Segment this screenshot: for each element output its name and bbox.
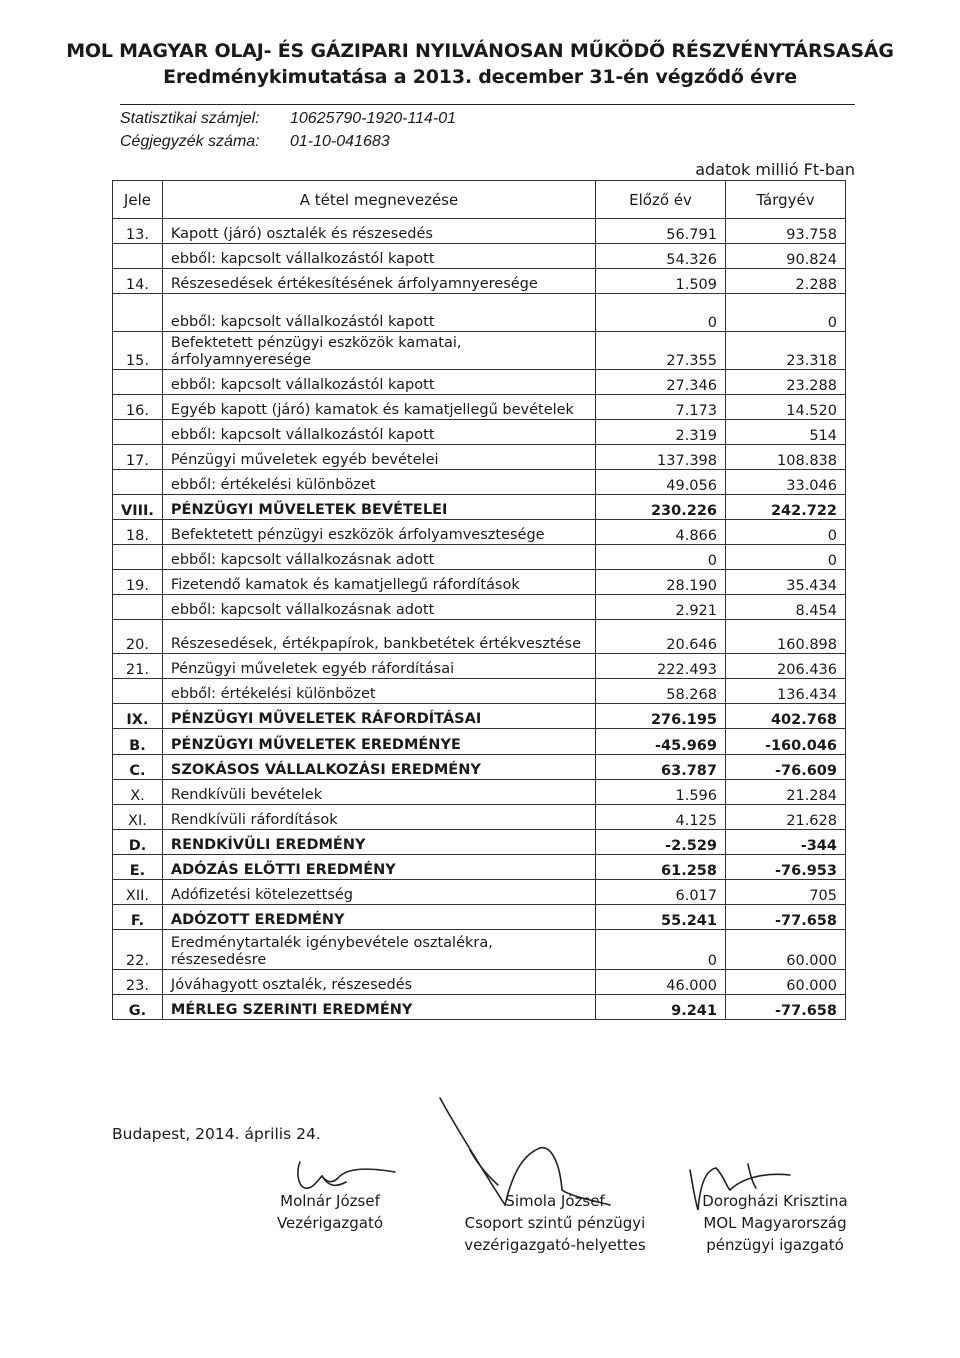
row-code (113, 294, 163, 332)
current-year-value: 514 (726, 420, 846, 445)
row-code: 15. (113, 332, 163, 370)
signature-scrawl-1 (298, 1162, 395, 1188)
prev-year-value: 137.398 (596, 445, 726, 470)
signer-name: Dorogházi Krisztina (702, 1192, 848, 1210)
header-jele: Jele (113, 181, 163, 219)
row-code (113, 244, 163, 269)
row-label: ebből: értékelési különbözet (162, 470, 595, 495)
current-year-value: 60.000 (726, 970, 846, 995)
prev-year-value: 63.787 (596, 755, 726, 780)
row-code: IX. (113, 704, 163, 729)
prev-year-value: 46.000 (596, 970, 726, 995)
signer-title: MOL Magyarország pénzügyi igazgató (703, 1214, 847, 1254)
row-code: 13. (113, 219, 163, 244)
row-code: 21. (113, 654, 163, 679)
row-label: ebből: értékelési különbözet (162, 679, 595, 704)
signature-scrawl-3b (748, 1164, 756, 1188)
table-row (113, 930, 846, 970)
prev-year-value: 54.326 (596, 244, 726, 269)
report-subtitle: Eredménykimutatása a 2013. december 31-én végződő évre (163, 66, 797, 88)
header-name: A tétel megnevezése (162, 181, 595, 219)
table-row (113, 755, 846, 780)
table-row (113, 595, 846, 620)
row-label: ebből: kapcsolt vállalkozástól kapott (162, 294, 595, 332)
signature-scrawl-1b (322, 1176, 346, 1185)
row-label: Jóváhagyott osztalék, részesedés (162, 970, 595, 995)
row-code: 19. (113, 570, 163, 595)
header-divider (120, 104, 855, 105)
prev-year-value: 56.791 (596, 219, 726, 244)
table-row (113, 219, 846, 244)
header-prev-year: Előző év (596, 181, 726, 219)
row-label: PÉNZÜGYI MŰVELETEK BEVÉTELEI (162, 495, 595, 520)
table-row (113, 880, 846, 905)
row-code: D. (113, 830, 163, 855)
prev-year-value: 7.173 (596, 395, 726, 420)
signature-scrawl-2b (470, 1150, 498, 1185)
current-year-value: -76.953 (726, 855, 846, 880)
current-year-value: 60.000 (726, 930, 846, 970)
table-row (113, 855, 846, 880)
row-label: PÉNZÜGYI MŰVELETEK EREDMÉNYE (162, 729, 595, 755)
prev-year-value: 27.346 (596, 370, 726, 395)
prev-year-value: 0 (596, 294, 726, 332)
row-label: SZOKÁSOS VÁLLALKOZÁSI EREDMÉNY (162, 755, 595, 780)
current-year-value: 0 (726, 294, 846, 332)
row-code: 17. (113, 445, 163, 470)
table-header-row (113, 181, 846, 219)
current-year-value: 33.046 (726, 470, 846, 495)
stat-number-value: 10625790-1920-114-01 (290, 110, 457, 127)
table-row (113, 370, 846, 395)
row-code: 18. (113, 520, 163, 545)
table-row (113, 495, 846, 520)
signature-scrawl-2 (440, 1098, 610, 1205)
prev-year-value: 20.646 (596, 620, 726, 654)
current-year-value: 23.318 (726, 332, 846, 370)
company-name: MOL MAGYAR OLAJ- ÉS GÁZIPARI NYILVÁNOSAN MŰKÖDŐ RÉSZVÉNYTÁRSASÁG (66, 40, 894, 62)
signature-block-finance-director (680, 1190, 870, 1256)
current-year-value: -160.046 (726, 729, 846, 755)
row-code: C. (113, 755, 163, 780)
current-year-value: 21.284 (726, 780, 846, 805)
row-label: RENDKÍVÜLI EREDMÉNY (162, 830, 595, 855)
table-row (113, 570, 846, 595)
prev-year-value: 4.866 (596, 520, 726, 545)
prev-year-value: 0 (596, 930, 726, 970)
row-code: X. (113, 780, 163, 805)
table-row (113, 244, 846, 269)
row-code: B. (113, 729, 163, 755)
current-year-value: 23.288 (726, 370, 846, 395)
row-label: Adófizetési kötelezettség (162, 880, 595, 905)
prev-year-value: 4.125 (596, 805, 726, 830)
row-label: Egyéb kapott (járó) kamatok és kamatjellegű bevételek (162, 395, 595, 420)
current-year-value: 93.758 (726, 219, 846, 244)
current-year-value: 35.434 (726, 570, 846, 595)
table-row (113, 830, 846, 855)
row-label: ebből: kapcsolt vállalkozástól kapott (162, 244, 595, 269)
row-code (113, 679, 163, 704)
current-year-value: 206.436 (726, 654, 846, 679)
row-code: 20. (113, 620, 163, 654)
table-row (113, 269, 846, 294)
prev-year-value: 58.268 (596, 679, 726, 704)
table-row (113, 620, 846, 654)
table-row (113, 395, 846, 420)
row-label: Fizetendő kamatok és kamatjellegű ráfordítások (162, 570, 595, 595)
row-label: ebből: kapcsolt vállalkozásnak adott (162, 545, 595, 570)
reg-number-value: 01-10-041683 (290, 133, 390, 150)
prev-year-value: 2.921 (596, 595, 726, 620)
row-label: Eredménytartalék igénybevétele osztalékra, részesedésre (162, 930, 595, 970)
table-row (113, 679, 846, 704)
signer-title: Csoport szintű pénzügyi vezérigazgató-helyettes (464, 1214, 646, 1254)
current-year-value: 108.838 (726, 445, 846, 470)
prev-year-value: 49.056 (596, 470, 726, 495)
row-code: VIII. (113, 495, 163, 520)
signer-name: Molnár József (280, 1192, 380, 1210)
prev-year-value: 28.190 (596, 570, 726, 595)
current-year-value: 0 (726, 545, 846, 570)
stat-number-label: Statisztikai számjel: (120, 110, 260, 127)
row-label: Pénzügyi műveletek egyéb bevételei (162, 445, 595, 470)
row-code: 16. (113, 395, 163, 420)
signer-title: Vezérigazgató (276, 1214, 384, 1232)
row-label: MÉRLEG SZERINTI EREDMÉNY (162, 995, 595, 1020)
current-year-value: 8.454 (726, 595, 846, 620)
row-code (113, 545, 163, 570)
row-code (113, 370, 163, 395)
table-row (113, 520, 846, 545)
current-year-value: 0 (726, 520, 846, 545)
prev-year-value: 230.226 (596, 495, 726, 520)
table-row (113, 995, 846, 1020)
prev-year-value: 222.493 (596, 654, 726, 679)
row-code: G. (113, 995, 163, 1020)
row-label: ebből: kapcsolt vállalkozástól kapott (162, 420, 595, 445)
signature-block-ceo (245, 1190, 415, 1234)
table-row (113, 704, 846, 729)
table-row (113, 332, 846, 370)
prev-year-value: 27.355 (596, 332, 726, 370)
prev-year-value: 55.241 (596, 905, 726, 930)
table-row (113, 470, 846, 495)
row-label: Pénzügyi műveletek egyéb ráfordításai (162, 654, 595, 679)
table-row (113, 420, 846, 445)
row-label: Befektetett pénzügyi eszközök kamatai, árfolyamnyeresége (162, 332, 595, 370)
row-label: ADÓZOTT EREDMÉNY (162, 905, 595, 930)
row-label: ADÓZÁS ELŐTTI EREDMÉNY (162, 855, 595, 880)
signer-name: Simola József (505, 1192, 605, 1210)
current-year-value: 21.628 (726, 805, 846, 830)
current-year-value: 90.824 (726, 244, 846, 269)
prev-year-value: 6.017 (596, 880, 726, 905)
prev-year-value: 276.195 (596, 704, 726, 729)
table-row (113, 445, 846, 470)
row-code: XI. (113, 805, 163, 830)
table-row (113, 970, 846, 995)
row-code (113, 595, 163, 620)
row-label: ebből: kapcsolt vállalkozástól kapott (162, 370, 595, 395)
table-row (113, 545, 846, 570)
row-code: 22. (113, 930, 163, 970)
row-label: Részesedések, értékpapírok, bankbetétek értékvesztése (162, 620, 595, 654)
table-row (113, 780, 846, 805)
prev-year-value: -45.969 (596, 729, 726, 755)
prev-year-value: -2.529 (596, 830, 726, 855)
row-code: E. (113, 855, 163, 880)
current-year-value: 705 (726, 880, 846, 905)
current-year-value: 2.288 (726, 269, 846, 294)
row-code: XII. (113, 880, 163, 905)
table-row (113, 654, 846, 679)
row-code: F. (113, 905, 163, 930)
current-year-value: -77.658 (726, 905, 846, 930)
current-year-value: 160.898 (726, 620, 846, 654)
header-current-year: Tárgyév (726, 181, 846, 219)
prev-year-value: 0 (596, 545, 726, 570)
row-label: Rendkívüli bevételek (162, 780, 595, 805)
row-label: ebből: kapcsolt vállalkozásnak adott (162, 595, 595, 620)
row-code: 23. (113, 970, 163, 995)
row-code (113, 420, 163, 445)
prev-year-value: 9.241 (596, 995, 726, 1020)
current-year-value: -77.658 (726, 995, 846, 1020)
row-label: Rendkívüli ráfordítások (162, 805, 595, 830)
row-label: Befektetett pénzügyi eszközök árfolyamvesztesége (162, 520, 595, 545)
prev-year-value: 1.596 (596, 780, 726, 805)
table-row (113, 905, 846, 930)
row-code: 14. (113, 269, 163, 294)
place-date: Budapest, 2014. április 24. (112, 1125, 321, 1143)
current-year-value: -344 (726, 830, 846, 855)
signature-block-cfo (455, 1190, 655, 1256)
table-row (113, 294, 846, 332)
current-year-value: 402.768 (726, 704, 846, 729)
current-year-value: 136.434 (726, 679, 846, 704)
prev-year-value: 61.258 (596, 855, 726, 880)
row-label: PÉNZÜGYI MŰVELETEK RÁFORDÍTÁSAI (162, 704, 595, 729)
current-year-value: 242.722 (726, 495, 846, 520)
unit-note: adatok millió Ft-ban (695, 160, 855, 179)
current-year-value: -76.609 (726, 755, 846, 780)
income-statement-table (112, 180, 846, 1020)
prev-year-value: 1.509 (596, 269, 726, 294)
table-row (113, 805, 846, 830)
table-body (113, 219, 846, 1020)
row-label: Részesedések értékesítésének árfolyamnyeresége (162, 269, 595, 294)
row-label: Kapott (járó) osztalék és részesedés (162, 219, 595, 244)
prev-year-value: 2.319 (596, 420, 726, 445)
current-year-value: 14.520 (726, 395, 846, 420)
table-row (113, 729, 846, 755)
row-code (113, 470, 163, 495)
reg-number-label: Cégjegyzék száma: (120, 133, 260, 150)
